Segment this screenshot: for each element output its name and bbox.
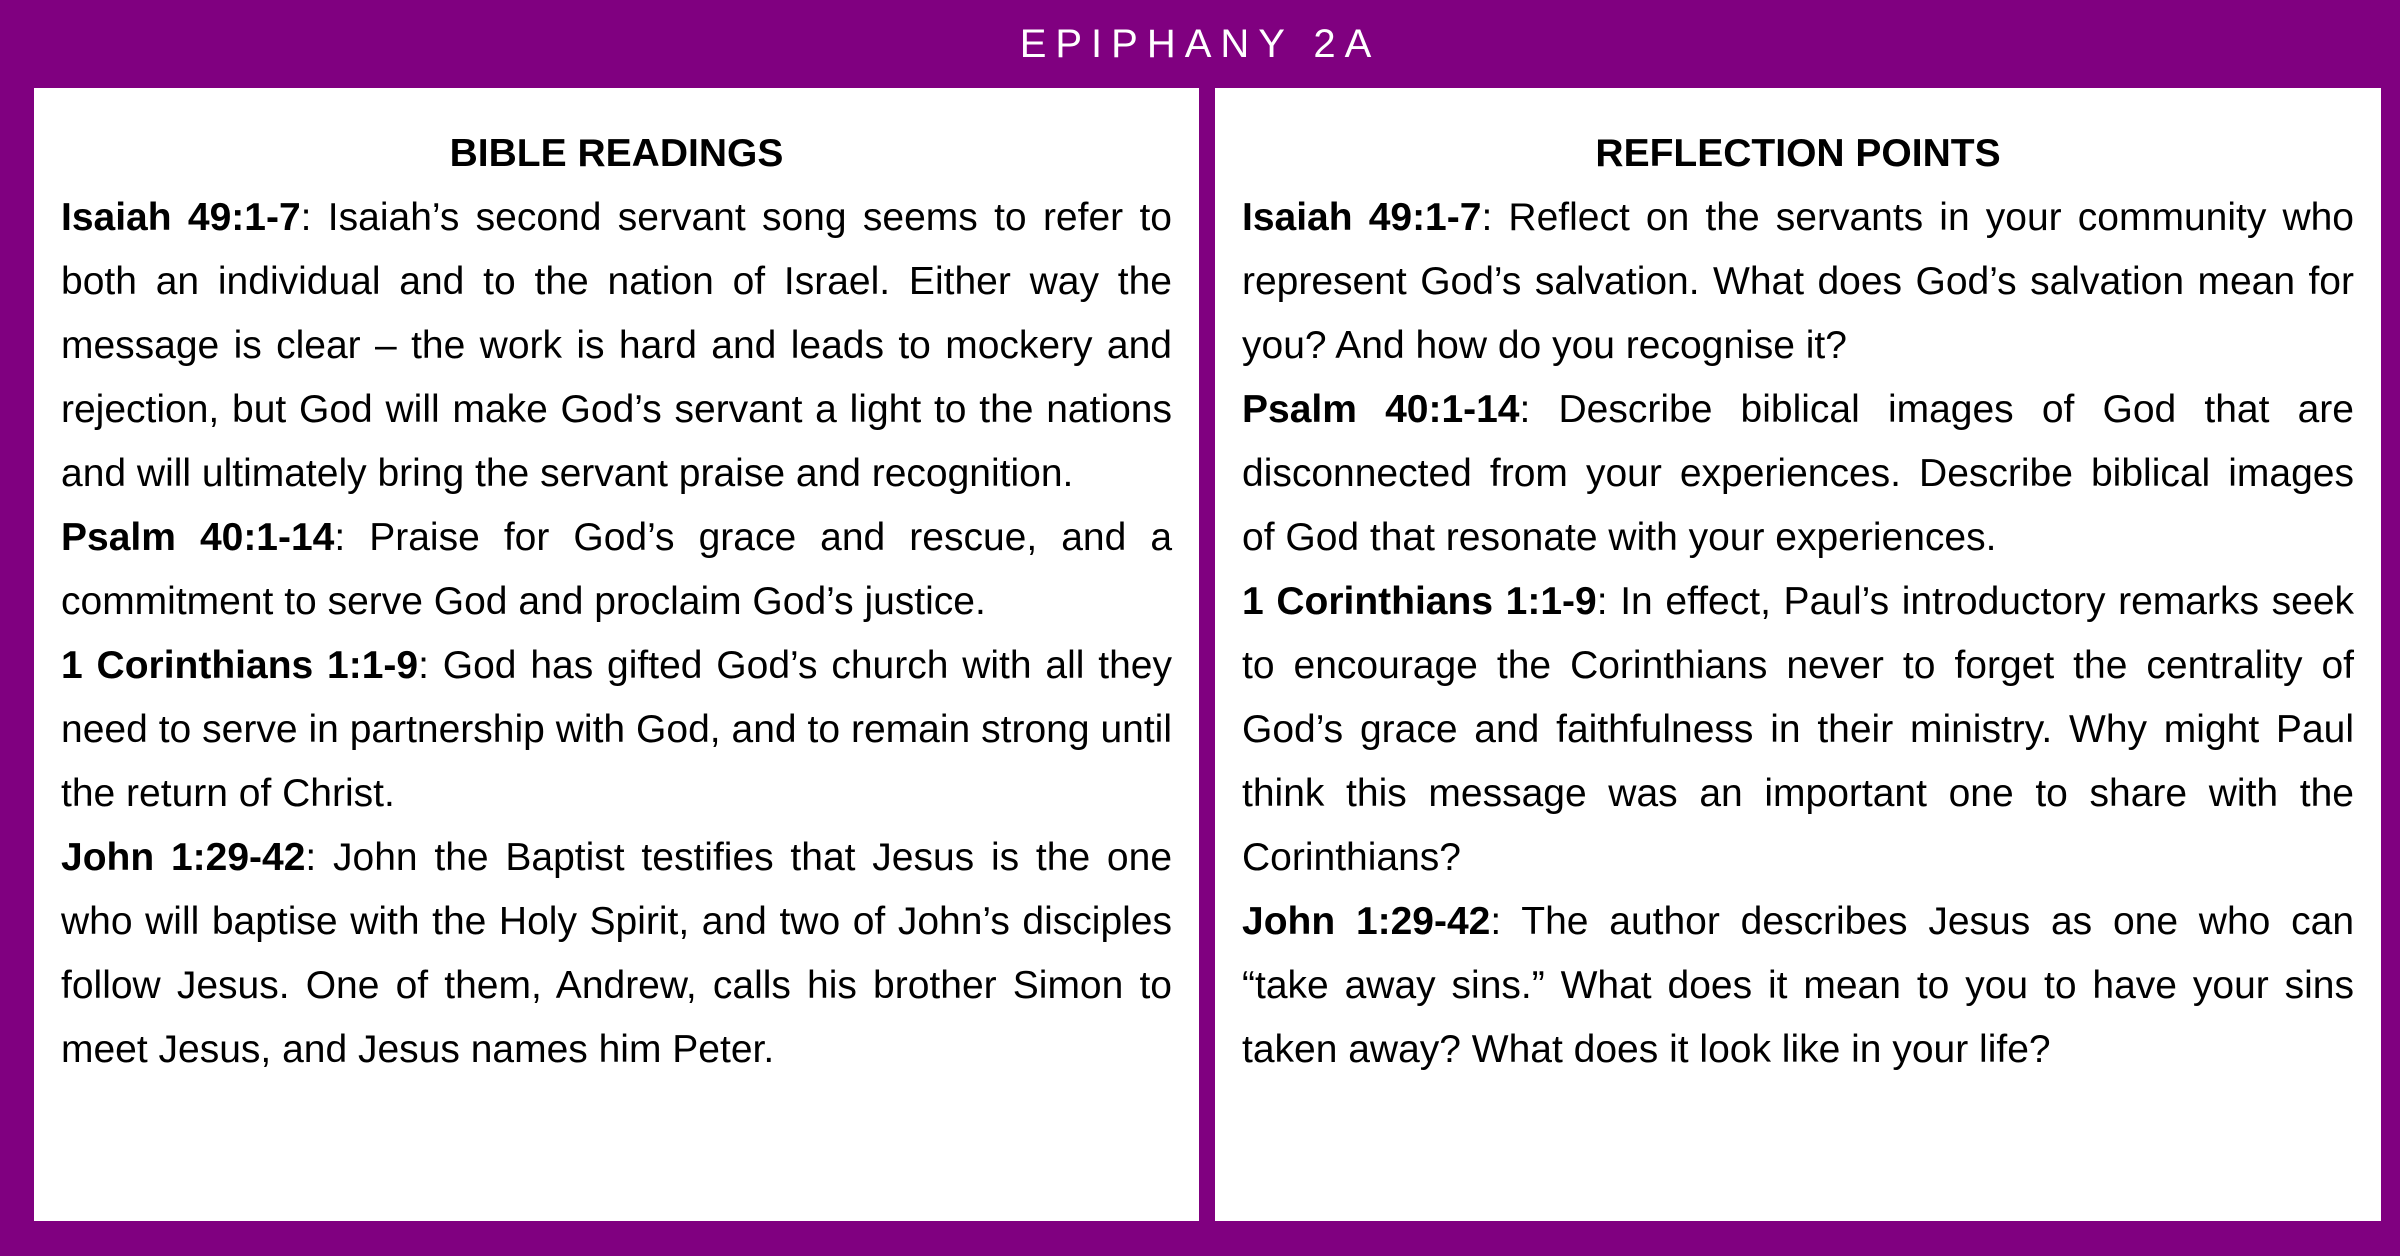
bible-reading-entry-psalm — [61, 506, 1172, 634]
reflection-text: : Describe biblical images of God that are disconnected from your experiences. Describe biblical images of God that resonate with your experiences. — [1242, 388, 2354, 559]
bible-reading-entry-john — [61, 826, 1172, 1082]
reflection-entry-psalm — [1242, 378, 2354, 570]
bible-readings-heading: BIBLE READINGS — [449, 132, 784, 175]
reflection-text: : In effect, Paul’s introductory remarks seek to encourage the Corinthians never to forget the centrality of God’s grace and faithfulness in their ministry. Why might Paul think this message was an important one to share with the Corinthians? — [1242, 580, 2355, 879]
reflection-text: : The author describes Jesus as one who can “take away sins.” What does it mean to you to have your sins taken away? What does it look like in your life? — [1242, 900, 2355, 1071]
reflection-ref: John 1:29-42 — [1242, 900, 1491, 943]
bible-reading-text: : Isaiah’s second servant song seems to refer to both an individual and to the nation of Israel. Either way the message is clear – the work is hard and leads to mockery and rejection, but God will make God’s servant a light to the nations and will ultimately bring the servant praise and recognition. — [61, 196, 1172, 495]
bible-reading-ref: 1 Corinthians 1:1-9 — [61, 644, 419, 687]
bible-reading-text: : John the Baptist testifies that Jesus is the one who will baptise with the Holy Spirit, and two of John’s disciples follow Jesus. One of them, Andrew, calls his brother Simon to meet Jesus, and Jesus names him Peter. — [61, 836, 1173, 1071]
reflection-points-panel — [1215, 88, 2381, 1221]
reflection-ref: Psalm 40:1-14 — [1242, 388, 1520, 431]
reflection-ref: Isaiah 49:1-7 — [1242, 196, 1482, 239]
bible-reading-text: : Praise for God’s grace and rescue, and a commitment to serve God and proclaim God’s justice. — [61, 516, 1173, 623]
bible-reading-text: : God has gifted God’s church with all they need to serve in partnership with God, and to remain strong until the return of Christ. — [61, 644, 1172, 815]
reflection-entry-john — [1242, 890, 2354, 1082]
reflection-points-heading: REFLECTION POINTS — [1595, 132, 2001, 175]
bible-readings-panel — [34, 88, 1199, 1221]
reflection-text: : Reflect on the servants in your community who represent God’s salvation. What does God’s salvation mean for you? And how do you recognise it? — [1242, 196, 2354, 367]
page-title: EPIPHANY 2A — [1019, 21, 1381, 66]
bible-reading-ref: Psalm 40:1-14 — [61, 516, 335, 559]
reflection-entry-isaiah — [1242, 186, 2354, 378]
header-bar — [0, 0, 2400, 88]
reflection-entry-corinthians — [1242, 570, 2354, 890]
bible-reading-ref: John 1:29-42 — [61, 836, 306, 879]
bible-reading-ref: Isaiah 49:1-7 — [61, 196, 301, 239]
bible-reading-entry-isaiah — [61, 186, 1172, 506]
reflection-ref: 1 Corinthians 1:1-9 — [1242, 580, 1597, 623]
bible-reading-entry-corinthians — [61, 634, 1172, 826]
